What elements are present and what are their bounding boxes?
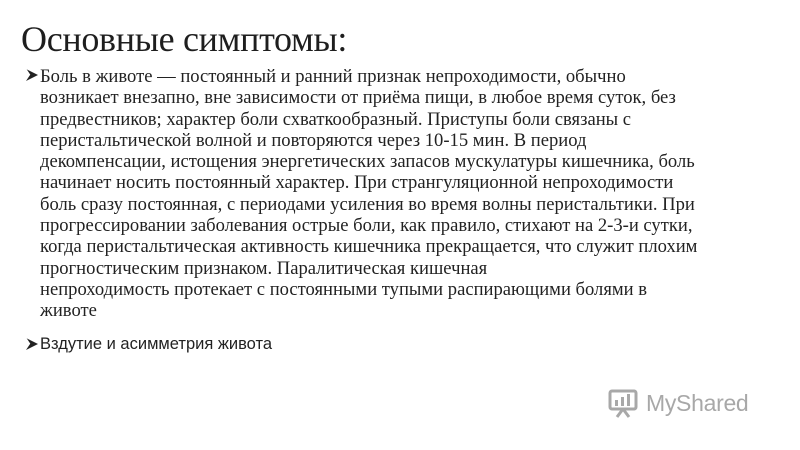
arrow-bullet-icon [25,337,39,351]
watermark-text: MyShared [646,389,749,416]
bullet-line: прогностическим признаком. Паралитическая кишечная [40,257,488,279]
bullet-pain [40,66,770,322]
slide-title: Основные симптомы: [21,19,348,59]
bullet-line: когда перистальтическая активность кишечника прекращается, что служит плохим [40,236,698,258]
bullet-line: животе [40,300,97,322]
bullet-line: прогрессировании заболевания острые боли, как правило, стихают на 2-3-и сутки, [40,215,693,237]
bullet-line: перистальтической волной и повторяются через 10-15 мин. В период [40,129,587,151]
bullet-line: возникает внезапно, вне зависимости от приёма пищи, в любое время суток, без [40,87,676,109]
bullet-line: декомпенсации, истощения энергетических запасов мускулатуры кишечника, боль [40,151,695,173]
bullet-2-text: Вздутие и асимметрия живота [40,335,273,353]
bullet-line: предвестников; характер боли схваткообразный. Приступы боли связаны с [40,108,632,130]
bullet-line: Боль в животе — постоянный и ранний признак непроходимости, обычно [40,66,626,87]
presentation-chart-icon [606,386,640,420]
myshared-watermark [606,385,748,421]
bullet-line: непроходимость протекает с постоянными тупыми распирающими болями в [40,278,648,300]
bullet-bloating [40,334,272,354]
bullet-line: боль сразу постоянная, с периодами усиления во время волны перистальтики. При [40,193,695,215]
bullet-line: начинает носить постоянный характер. При странгуляционной непроходимости [40,172,674,194]
arrow-bullet-icon [25,68,39,82]
